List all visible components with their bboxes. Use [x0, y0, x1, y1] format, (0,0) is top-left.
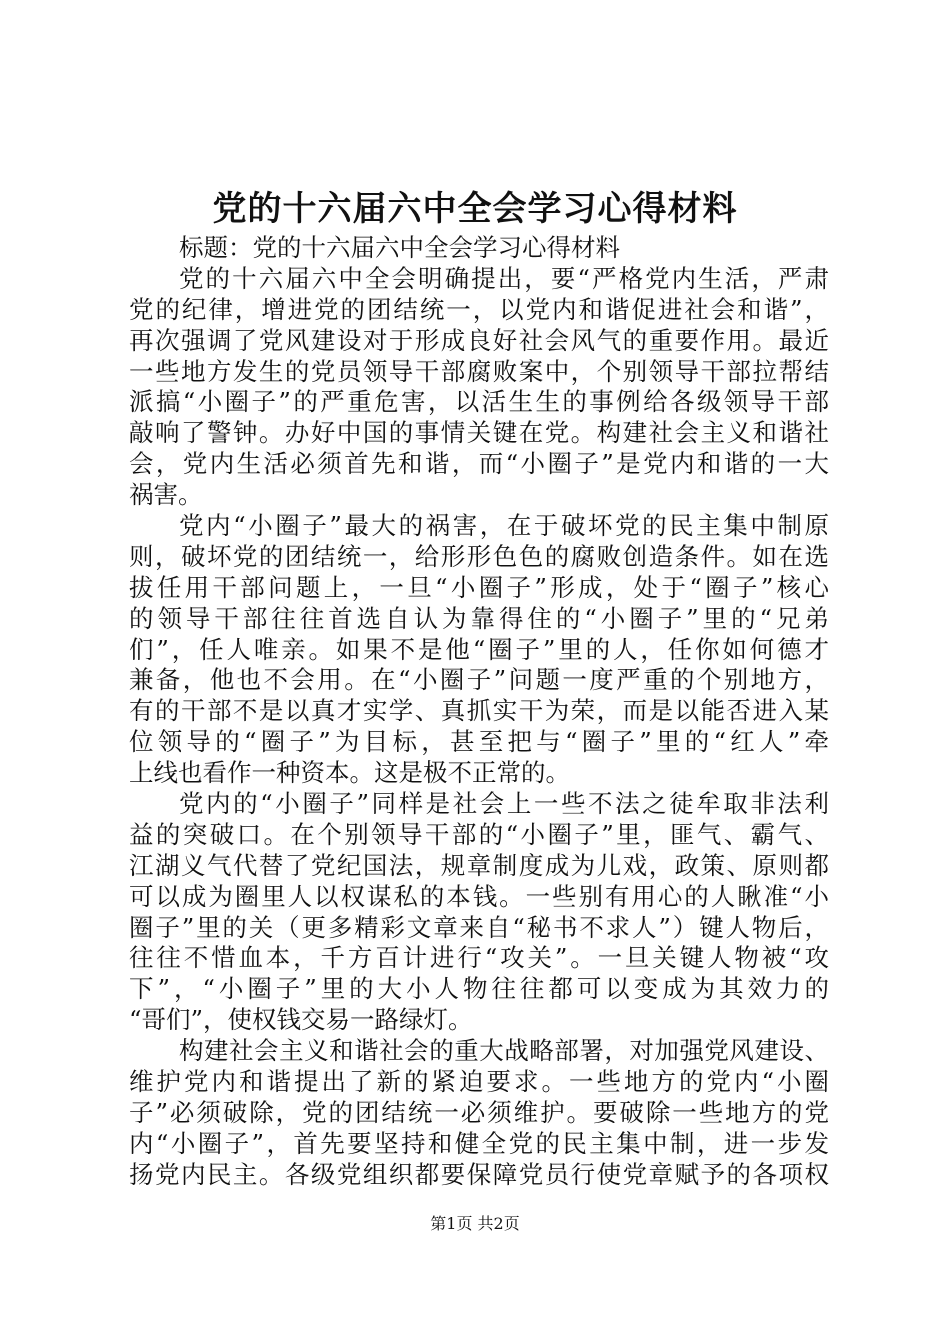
- text-line: 一些地方发生的党员领导干部腐败案中，个别领导干部拉帮结: [129, 356, 829, 386]
- text-line: 再次强调了党风建设对于形成良好社会风气的重要作用。最近: [129, 325, 829, 355]
- text-line: 上线也看作一种资本。这是极不正常的。: [129, 758, 570, 788]
- text-line: 标题：党的十六届六中全会学习心得材料: [179, 233, 620, 262]
- text-line: 党内的“小圈子”同样是社会上一些不法之徒牟取非法利: [179, 789, 829, 819]
- text-line: 会，党内生活必须首先和谐，而“小圈子”是党内和谐的一大: [129, 449, 829, 479]
- text-line: 内“小圈子”，首先要坚持和健全党的民主集中制，进一步发: [129, 1128, 829, 1158]
- text-line: 有的干部不是以真才实学、真抓实干为荣，而是以能否进入某: [129, 696, 829, 726]
- text-line: 位领导的“圈子”为目标，甚至把与“圈子”里的“红人”牵: [129, 727, 829, 757]
- text-line: 们”，任人唯亲。如果不是他“圈子”里的人，任你如何德才: [129, 634, 829, 664]
- text-line: 可以成为圈里人以权谋私的本钱。一些别有用心的人瞅准“小: [129, 881, 829, 911]
- text-line: 派搞“小圈子”的严重危害，以活生生的事例给各级领导干部: [129, 387, 829, 417]
- text-line: 子”必须破除，党的团结统一必须维护。要破除一些地方的党: [129, 1097, 829, 1127]
- text-line: 维护党内和谐提出了新的紧迫要求。一些地方的党内“小圈: [129, 1067, 829, 1097]
- text-line: 敲响了警钟。办好中国的事情关键在党。构建社会主义和谐社: [129, 418, 829, 448]
- text-line: 往往不惜血本，千方百计进行“攻关”。一旦关键人物被“攻: [129, 943, 829, 973]
- text-line: 江湖义气代替了党纪国法，规章制度成为儿戏，政策、原则都: [129, 850, 829, 880]
- document-body: [129, 233, 829, 1191]
- text-line: 圈子”里的关（更多精彩文章来自“秘书不求人”）键人物后，: [129, 912, 829, 942]
- text-line: 拔任用干部问题上，一旦“小圈子”形成，处于“圈子”核心: [129, 572, 829, 602]
- text-line: 兼备，他也不会用。在“小圈子”问题一度严重的个别地方，: [129, 665, 829, 695]
- text-line: 则，破坏党的团结统一，给形形色色的腐败创造条件。如在选: [129, 541, 829, 571]
- text-line: 益的突破口。在个别领导干部的“小圈子”里，匪气、霸气、: [129, 819, 829, 849]
- text-line: 的领导干部往往首选自认为靠得住的“小圈子”里的“兄弟: [129, 603, 829, 633]
- text-line: 祸害。: [129, 480, 203, 510]
- text-line: 党的十六届六中全会明确提出，要“严格党内生活，严肃: [179, 263, 829, 293]
- text-line: 下”，“小圈子”里的大小人物往往都可以变成为其效力的: [129, 974, 829, 1004]
- document-title: 党的十六届六中全会学习心得材料: [212, 189, 738, 229]
- text-line: 党的纪律，增进党的团结统一，以党内和谐促进社会和谐”，: [129, 294, 829, 324]
- text-line: 党内“小圈子”最大的祸害，在于破坏党的民主集中制原: [179, 511, 829, 541]
- page-footer: 第1页 共2页: [430, 1214, 520, 1233]
- text-line: 扬党内民主。各级党组织都要保障党员行使党章赋予的各项权: [129, 1159, 829, 1189]
- text-line: 构建社会主义和谐社会的重大战略部署，对加强党风建设、: [179, 1036, 829, 1066]
- text-line: “哥们”，使权钱交易一路绿灯。: [129, 1005, 473, 1035]
